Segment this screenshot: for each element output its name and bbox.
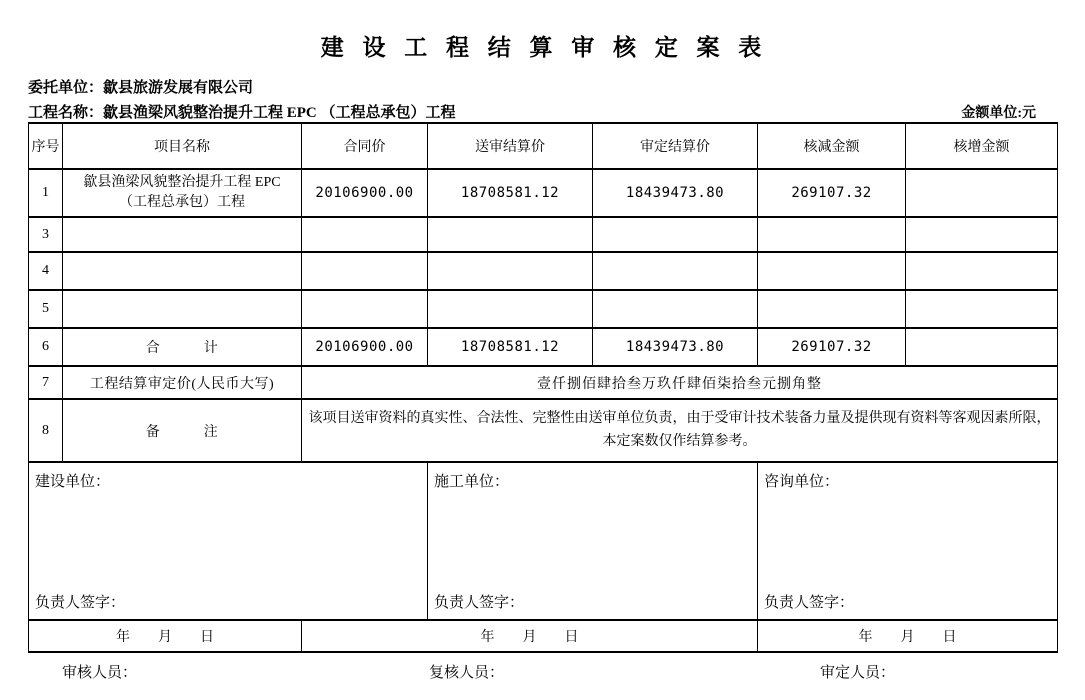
cell-total-label: 合 计 (63, 328, 302, 366)
cell-total-submitted: 18708581.12 (428, 328, 593, 366)
header-row (29, 123, 1058, 169)
table-row (29, 290, 1058, 328)
cell-seq: 4 (29, 252, 63, 290)
cell-total-reduction: 269107.32 (758, 328, 906, 366)
col-header-reduction: 核减金额 (758, 123, 906, 169)
cell-seq: 7 (29, 366, 63, 399)
cell-seq: 6 (29, 328, 63, 366)
signature-box-contractor-unit (428, 462, 758, 620)
date-row (29, 620, 1058, 652)
cell-increase (906, 252, 1058, 290)
cell-approved-price: 18439473.80 (593, 169, 758, 217)
personnel-row (0, 661, 1085, 687)
approved-price-words-row (29, 366, 1058, 399)
unit-label: 施工单位： (434, 474, 510, 490)
col-header-contract-price: 合同价 (302, 123, 428, 169)
cell-contract-price (302, 252, 428, 290)
table-row (29, 217, 1058, 252)
table-row (29, 169, 1058, 217)
signature-row (29, 462, 1058, 620)
unit-label: 咨询单位： (764, 474, 840, 490)
cell-seq: 3 (29, 217, 63, 252)
cell-total-approved: 18439473.80 (593, 328, 758, 366)
cell-contract-price: 20106900.00 (302, 169, 428, 217)
signer-label: 负责人签字： (35, 595, 126, 611)
remark-label: 备 注 (63, 399, 302, 462)
auditor-label: 审核人员： (62, 665, 138, 681)
signer-label: 负责人签字： (434, 595, 525, 611)
cell-approved-price (593, 217, 758, 252)
settlement-table (28, 122, 1058, 653)
date-cell: 年 月 日 (758, 620, 1058, 652)
total-row (29, 328, 1058, 366)
cell-seq: 1 (29, 169, 63, 217)
project-info-line (28, 101, 1036, 122)
project-name-line1: 歙县渔梁风貌整治提升工程 EPC (83, 175, 281, 191)
cell-total-contract: 20106900.00 (302, 328, 428, 366)
unit-label: 建设单位： (35, 474, 111, 490)
cell-reduction (758, 290, 906, 328)
cell-seq: 8 (29, 399, 63, 462)
cell-project-name (63, 252, 302, 290)
cell-contract-price (302, 290, 428, 328)
approved-price-words-label: 工程结算审定价(人民币大写) (63, 366, 302, 399)
col-header-approved-price: 审定结算价 (593, 123, 758, 169)
cell-project-name (63, 169, 302, 217)
col-header-seq: 序号 (29, 123, 63, 169)
project-name: 工程名称：歙县渔梁风貌整治提升工程 EPC （工程总承包）工程 (28, 105, 456, 121)
cell-increase (906, 290, 1058, 328)
cell-approved-price (593, 252, 758, 290)
cell-project-name (63, 290, 302, 328)
col-header-project: 项目名称 (63, 123, 302, 169)
approver-label: 审定人员： (820, 665, 896, 681)
cell-approved-price (593, 290, 758, 328)
col-header-submitted-price: 送审结算价 (428, 123, 593, 169)
col-header-increase: 核增金额 (906, 123, 1058, 169)
cell-contract-price (302, 217, 428, 252)
cell-submitted-price (428, 252, 593, 290)
cell-reduction (758, 217, 906, 252)
reviewer-label: 复核人员： (429, 665, 505, 681)
signer-label: 负责人签字： (764, 595, 855, 611)
cell-reduction: 269107.32 (758, 169, 906, 217)
cell-reduction (758, 252, 906, 290)
remark-text: 该项目送审资料的真实性、合法性、完整性由送审单位负责，由于受审计技术装备力量及提供现有资料等客观因素所限，本定案数仅作结算参考。 (302, 399, 1058, 462)
cell-submitted-price (428, 290, 593, 328)
project-name-line2: （工程总承包）工程 (119, 195, 245, 210)
amount-unit-label: 金额单位:元 (961, 106, 1036, 121)
date-cell: 年 月 日 (29, 620, 302, 652)
remark-row (29, 399, 1058, 462)
cell-total-increase (906, 328, 1058, 366)
cell-project-name (63, 217, 302, 252)
cell-increase (906, 169, 1058, 217)
cell-submitted-price: 18708581.12 (428, 169, 593, 217)
table-row (29, 252, 1058, 290)
client-unit-line: 委托单位：歙县旅游发展有限公司 (28, 80, 254, 96)
approved-price-words-value: 壹仟捌佰肆拾叁万玖仟肆佰柒拾叁元捌角整 (302, 366, 1058, 399)
date-cell: 年 月 日 (302, 620, 758, 652)
signature-box-construction-unit (29, 462, 428, 620)
cell-increase (906, 217, 1058, 252)
cell-submitted-price (428, 217, 593, 252)
signature-box-consulting-unit (758, 462, 1058, 620)
cell-seq: 5 (29, 290, 63, 328)
page-title: 建 设 工 程 结 算 审 核 定 案 表 (320, 35, 765, 60)
